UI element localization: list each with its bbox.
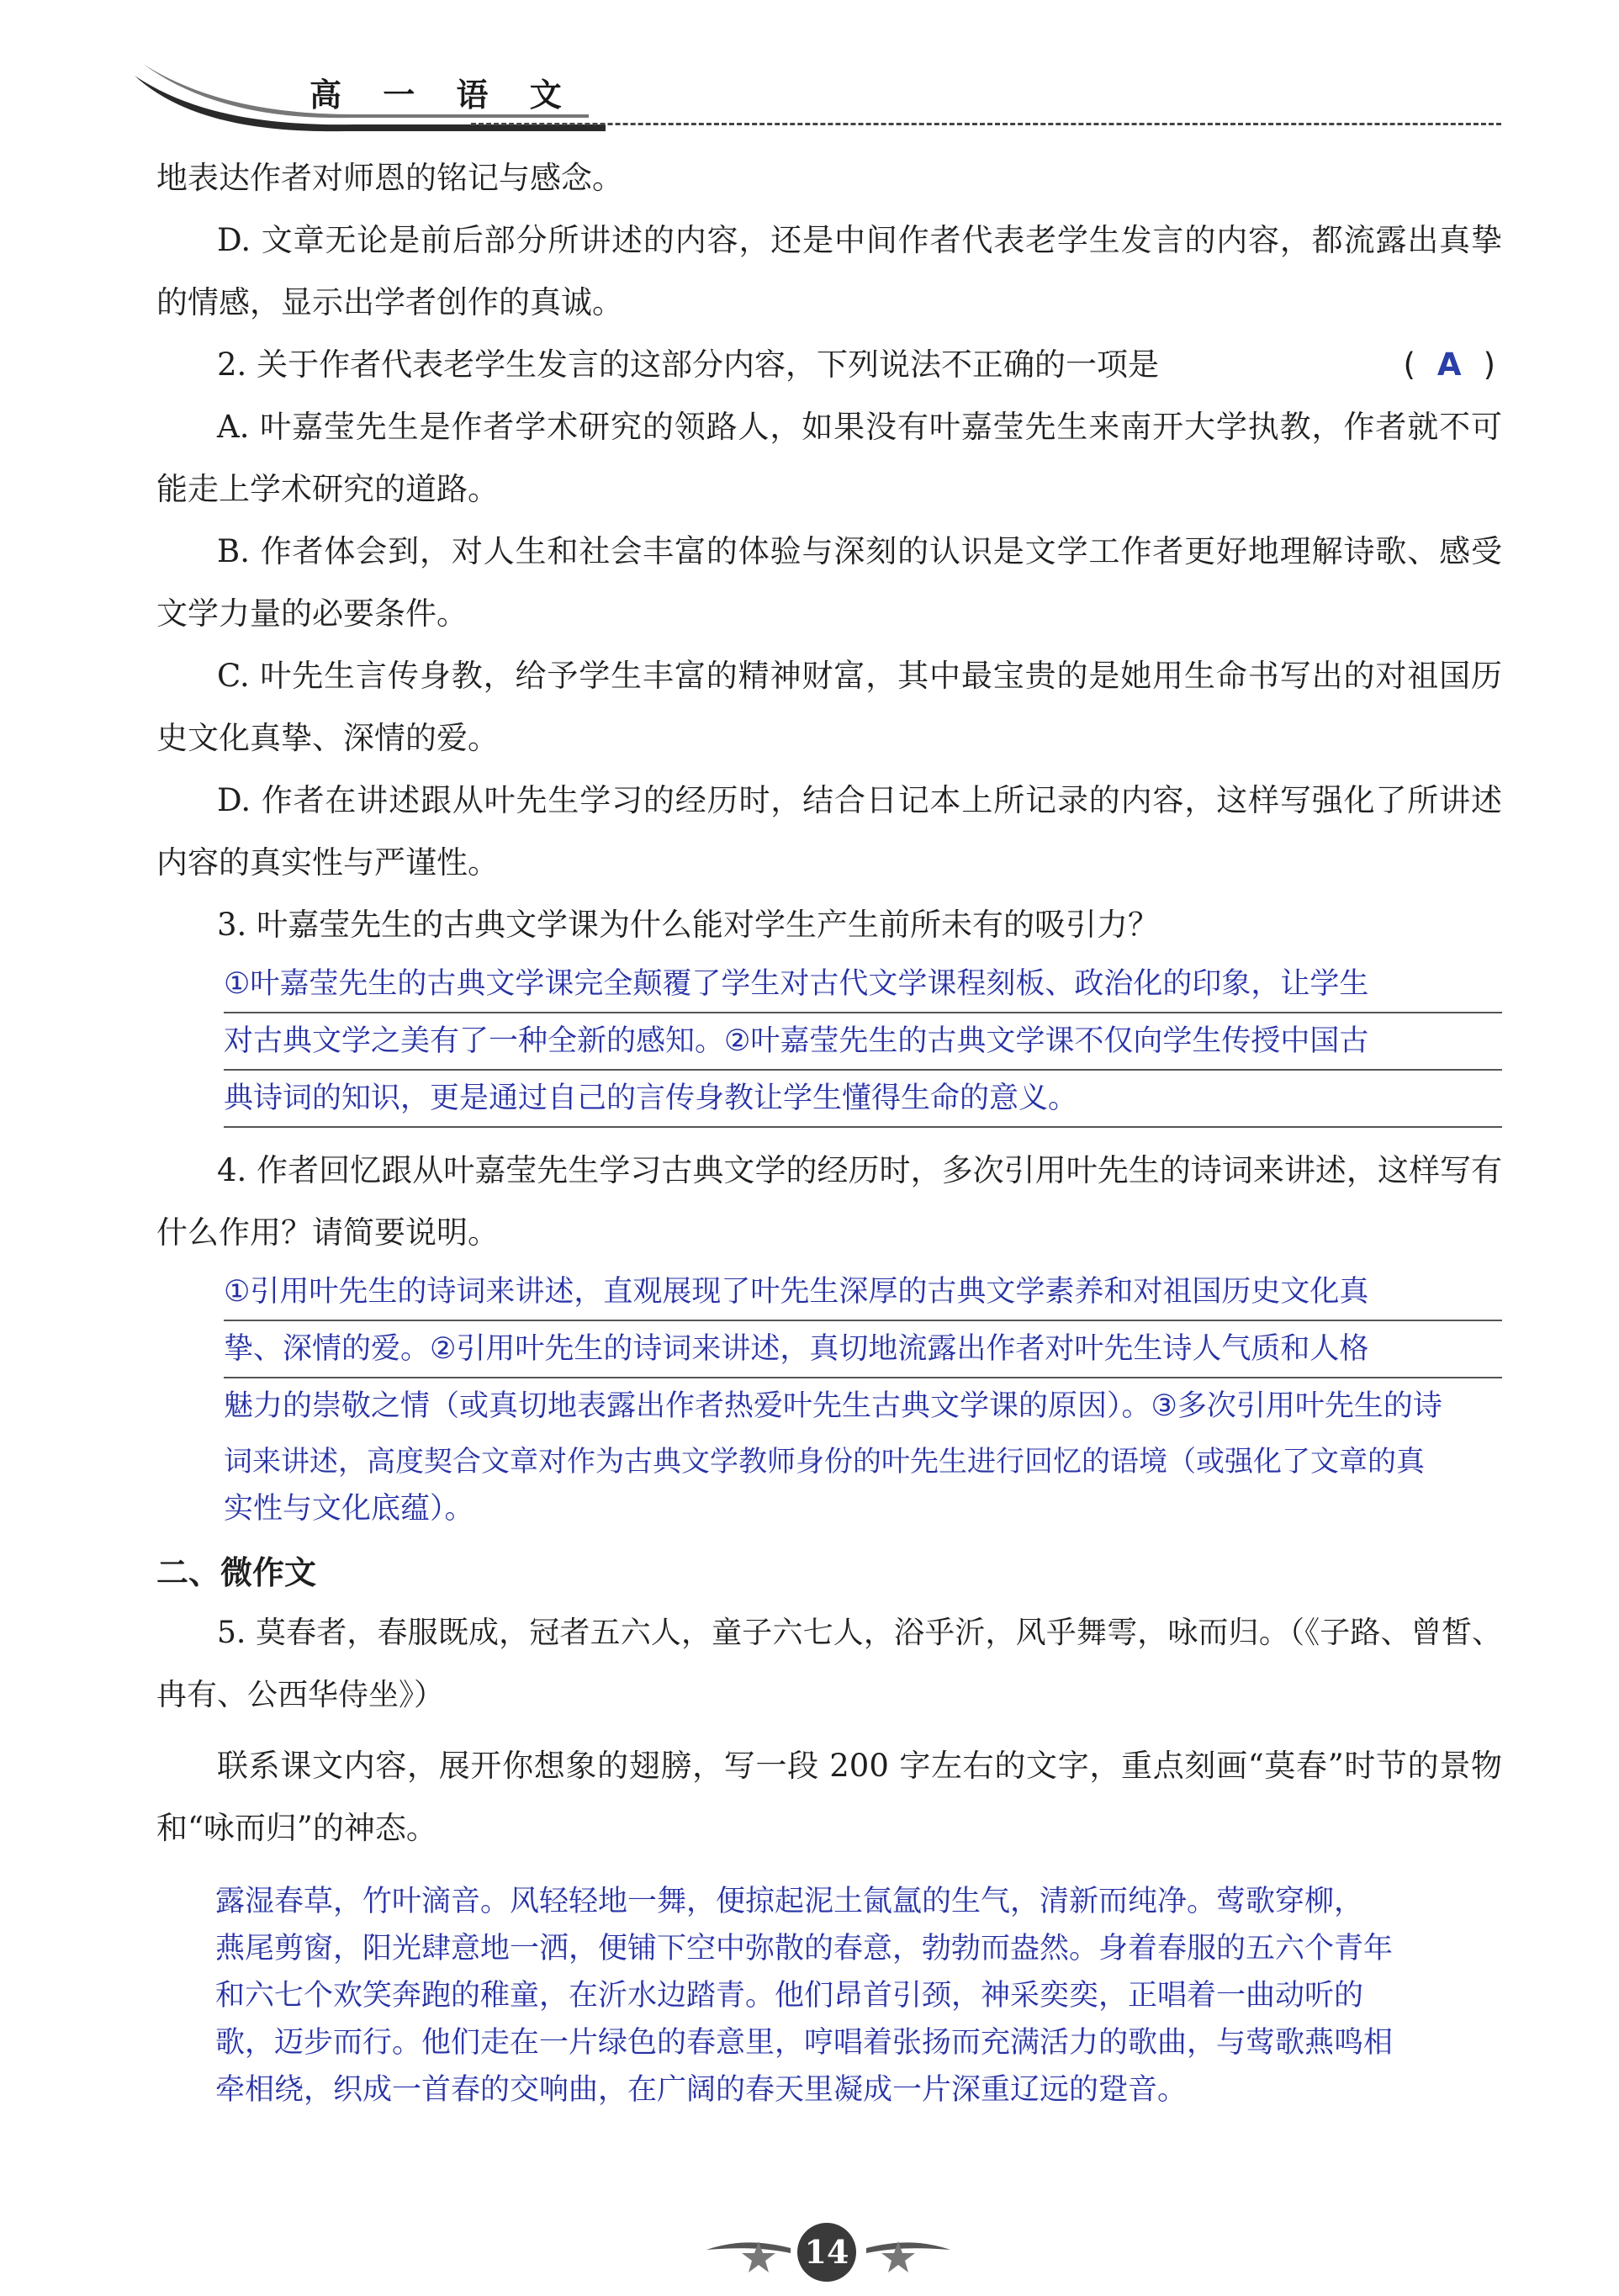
question-2-stem: 2. 关于作者代表老学生发言的这部分内容，下列说法不正确的一项是 [217,347,1160,383]
question-2-answer: A [1436,347,1462,383]
option-d-prev-question: D. 文章无论是前后部分所讲述的内容，还是中间作者代表老学生发言的内容，都流露出真挚的情感，显示出学者创作的真诚。 [156,222,1502,320]
question-2-stem-row [156,334,1502,396]
answer-line: ①叶嘉莹先生的古典文学课完全颠覆了学生对古代文学课程刻板、政治化的印象，让学生 [224,956,1502,1013]
question-2-option-b: B. 作者体会到，对人生和社会丰富的体验与深刻的认识是文学工作者更好地理解诗歌、感受文学力量的必要条件。 [156,533,1502,632]
header-dashed-rule [471,123,1501,125]
answer-line: 挚、深情的爱。②引用叶先生的诗词来讲述，真切地流露出作者对叶先生诗人气质和人格 [224,1321,1502,1378]
page-footer [0,2199,1619,2292]
page-header [0,0,1619,147]
question-5-prompt: 联系课文内容，展开你想象的翅膀，写一段 200 字左右的文字，重点刻画“莫春”时节的景物和“咏而归”的神态。 [156,1748,1502,1846]
question-4-stem: 4. 作者回忆跟从叶嘉莹先生学习古典文学的经历时，多次引用叶先生的诗词来讲述，这样写有什么作用？请简要说明。 [156,1152,1502,1251]
answer-line: 对古典文学之美有了一种全新的感知。②叶嘉莹先生的古典文学课不仅向学生传授中国古 [224,1013,1502,1071]
left-star-ornament [706,2216,799,2283]
page-content [156,147,1502,2113]
essay-line: 歌，迈步而行。他们走在一片绿色的春意里，哼唱着张扬而充满活力的歌曲，与莺歌燕鸣相 [215,2026,1394,2060]
header-title: 高 一 语 文 [310,77,577,114]
essay-line: 牵相绕，织成一首春的交响曲，在广阔的春天里凝成一片深重辽远的跫音。 [215,2073,1188,2107]
right-star-ornament [858,2216,950,2283]
answer-line: 词来讲述，高度契合文章对作为古典文学教师身份的叶先生进行回忆的语境（或强化了文章的真 [224,1445,1425,1479]
answer-line: ①引用叶先生的诗词来讲述，直观展现了叶先生深厚的古典文学素养和对祖国历史文化真 [224,1264,1502,1321]
answer-line: 魅力的崇敬之情（或真切地表露出作者热爱叶先生古典文学课的原因）。③多次引用叶先生的诗 [224,1389,1442,1423]
question-2-option-c: C. 叶先生言传身教，给予学生丰富的精神财富，其中最宝贵的是她用生命书写出的对祖国历史文化真挚、深情的爱。 [156,658,1502,756]
essay-line: 燕尾剪窗，阳光肆意地一洒，便铺下空中弥散的春意，勃勃而盎然。身着春服的五六个青年 [215,1932,1394,1965]
page-number: 14 [797,2223,856,2282]
answer-line: 实性与文化底蕴）。 [224,1492,474,1526]
essay-line: 露湿春草，竹叶滴音。风轻轻地一舞，便掠起泥土氤氲的生气，清新而纯净。莺歌穿柳， [215,1885,1364,1918]
paragraph-continuation: 地表达作者对师恩的铭记与感念。 [156,160,623,196]
answer-bracket: ( A ) [1403,347,1495,383]
question-5-essay-answer [156,1878,1511,2113]
question-5-quote: 5. 莫春者，春服既成，冠者五六人，童子六七人，浴乎沂，风乎舞雩，咏而归。（《子路、曾皙、冉有、公西华侍坐》） [156,1616,1502,1712]
question-2-option-a: A. 叶嘉莹先生是作者学术研究的领路人，如果没有叶嘉莹先生来南开大学执教，作者就不可能走上学术研究的道路。 [156,409,1502,507]
question-3-answer [156,956,1502,1128]
question-4-answer [156,1264,1502,1528]
essay-line: 和六七个欢笑奔跑的稚童，在沂水边踏青。他们昂首引颈，神采奕奕，正唱着一曲动听的 [215,1979,1364,2013]
section-title: 二、微作文 [156,1554,317,1591]
question-2-option-d: D. 作者在讲述跟从叶先生学习的经历时，结合日记本上所记录的内容，这样写强化了所讲述内容的真实性与严谨性。 [156,782,1502,881]
question-3-stem: 3. 叶嘉莹先生的古典文学课为什么能对学生产生前所未有的吸引力？ [217,907,1160,943]
answer-line: 典诗词的知识，更是通过自己的言传身教让学生懂得生命的意义。 [224,1071,1502,1128]
